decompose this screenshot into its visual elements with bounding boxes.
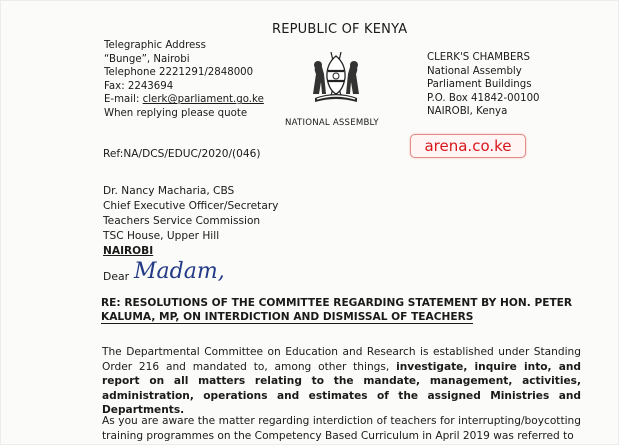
address-line: NAIROBI, Kenya (427, 106, 508, 118)
recipient-line: Chief Executive Officer/Secretary (103, 200, 279, 212)
letterhead-title: REPUBLIC OF KENYA (272, 22, 408, 37)
reference-number: Ref:NA/DCS/EDUC/2020/(046) (103, 148, 261, 160)
paragraph-1-text: The Departmental Committee on Education and Research is established under Standing Order 216 and mandated to, among other things, (102, 346, 581, 373)
subject-line (101, 296, 581, 324)
recipient-city: NAIROBI (103, 245, 154, 257)
recipient-line: Teachers Service Commission (103, 215, 261, 227)
paragraph-1-bold: investigate, inquire into, and report on all matters relating to the mandate, management, activities, administration, operations and estimates of the assigned Ministries and Departments. (102, 360, 581, 416)
address-line: P.O. Box 41842-00100 (427, 92, 540, 104)
address-line: “Bunge”, Nairobi (104, 53, 190, 65)
recipient-line: Dr. Nancy Macharia, CBS (103, 185, 235, 197)
email-link[interactable]: clerk@parliament.go.ke (142, 94, 264, 106)
left-address-block (104, 39, 264, 121)
address-line: Telephone 2221291/2848000 (104, 67, 254, 79)
crest-caption: NATIONAL ASSEMBLY (285, 118, 379, 128)
address-line: Parliament Buildings (427, 79, 532, 91)
watermark-badge: arena.co.ke (410, 134, 526, 158)
email-line (104, 93, 264, 107)
address-line: Telegraphic Address (104, 40, 206, 51)
paragraph-2: As you are aware the matter regarding interdiction of teachers for interrupting/boycotting training programmes on the Competency Based Curriculum in April 2019 was referred to (102, 415, 581, 442)
handwritten-salutation: Madam, (134, 259, 225, 284)
subject-line-2: KALUMA, MP, ON INTERDICTION AND DISMISSAL OF TEACHERS (101, 311, 474, 323)
reply-note: When replying please quote (104, 107, 248, 119)
paragraph-1 (102, 345, 581, 418)
coat-of-arms-icon (307, 44, 365, 106)
recipient-block (103, 184, 278, 259)
address-line: National Assembly (427, 65, 522, 77)
recipient-line: TSC House, Upper Hill (103, 230, 220, 242)
subject-line-1: RE: RESOLUTIONS OF THE COMMITTEE REGARDING STATEMENT BY HON. PETER (101, 297, 573, 309)
email-prefix: E-mail: (104, 94, 143, 106)
address-line: Fax: 2243694 (104, 80, 174, 92)
address-line: CLERK'S CHAMBERS (427, 52, 530, 63)
greeting-dear: Dear (103, 270, 130, 283)
right-address-block (427, 51, 540, 119)
